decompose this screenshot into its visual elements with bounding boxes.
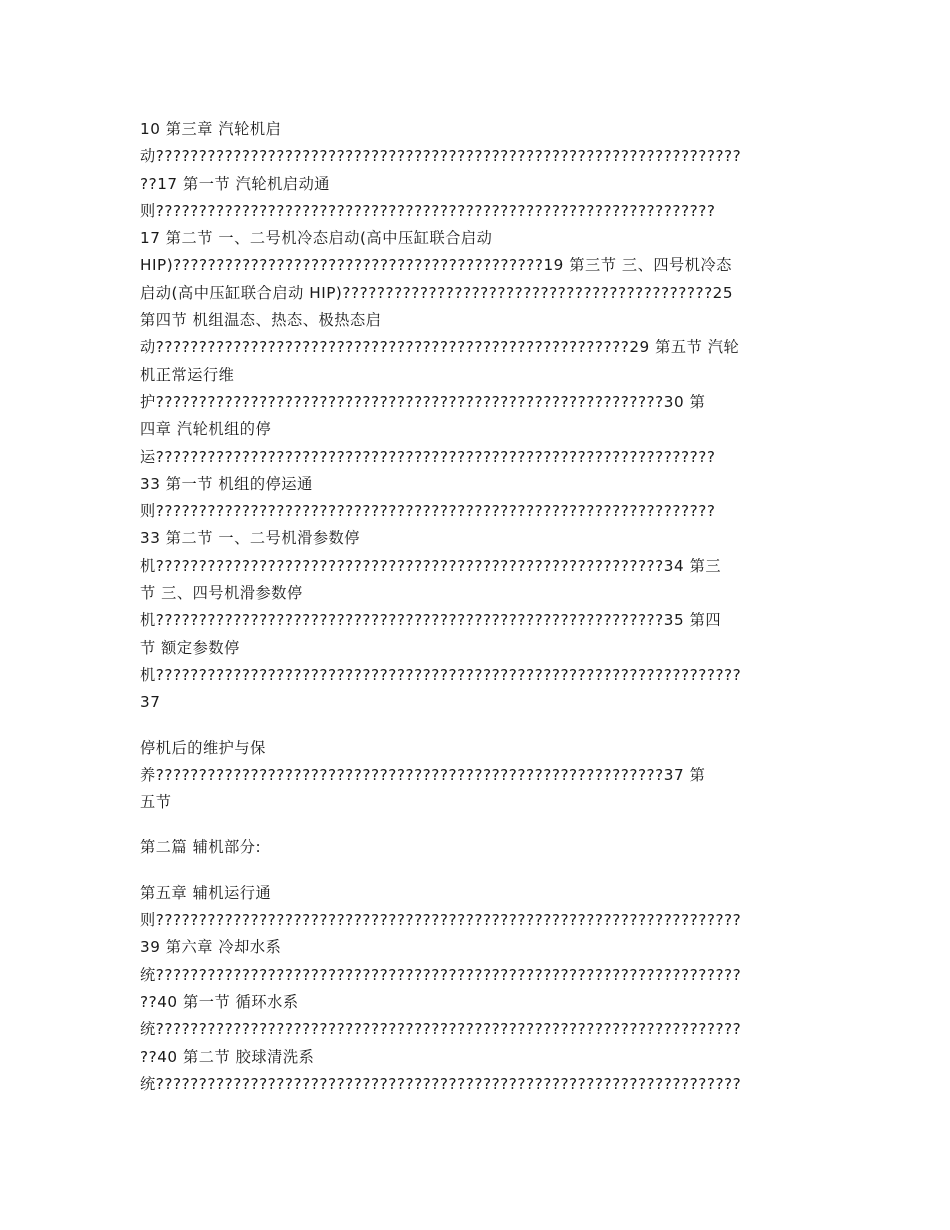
document-page xyxy=(140,116,812,1098)
part-two-heading: 第二篇 辅机部分: xyxy=(140,838,262,857)
toc-block-maintenance: 停机后的维护与保 养???????????????????????????????????????????????????????????37 第 五节 xyxy=(140,738,706,812)
paragraph-gap xyxy=(140,816,812,834)
paragraph-gap xyxy=(140,862,812,880)
toc-block-auxiliary: 第五章 辅机运行通 则???????????????????????????????????????????????????????????????????? 39 第六章 冷却水系 统???????????????????????????????????????????????????????????????????? ??40 第一节 循环水系 统???????????????????????????????????????????????????????????????????? ??40 第二节 胶球清洗系 统???????????????????????????????????????????????????????????????????? xyxy=(140,883,742,1093)
paragraph-gap xyxy=(140,717,812,735)
toc-block-turbine-chapters: 10 第三章 汽轮机启 动???????????????????????????????????????????????????????????????????? ??17 第一节 汽轮机启动通 则????????????????????????????????????????????????????????????????? 17 第二节 一、二号机冷态启动(高中压缸联合启动 HIP)???????????????????????????????????????????19 第三节 三、四号机冷态 启动(高中压缸联合启动 HIP)???????????????????????????????????????????25 第四节 机组温态、热态、极热态启 动???????????????????????????????????????????????????????29 第五节 汽轮 机正常运行维 护???????????????????????????????????????????????????????????30 第 四章 汽轮机组的停 运????????????????????????????????????????????????????????????????? 33 第一节 机组的停运通 则????????????????????????????????????????????????????????????????? 33 第二节 一、二号机滑参数停 机???????????????????????????????????????????????????????????34 第三 节 三、四号机滑参数停 机???????????????????????????????????????????????????????????35 第四 节 额定参数停 机???????????????????????????????????????????????????????????????????? 37 xyxy=(140,120,742,712)
